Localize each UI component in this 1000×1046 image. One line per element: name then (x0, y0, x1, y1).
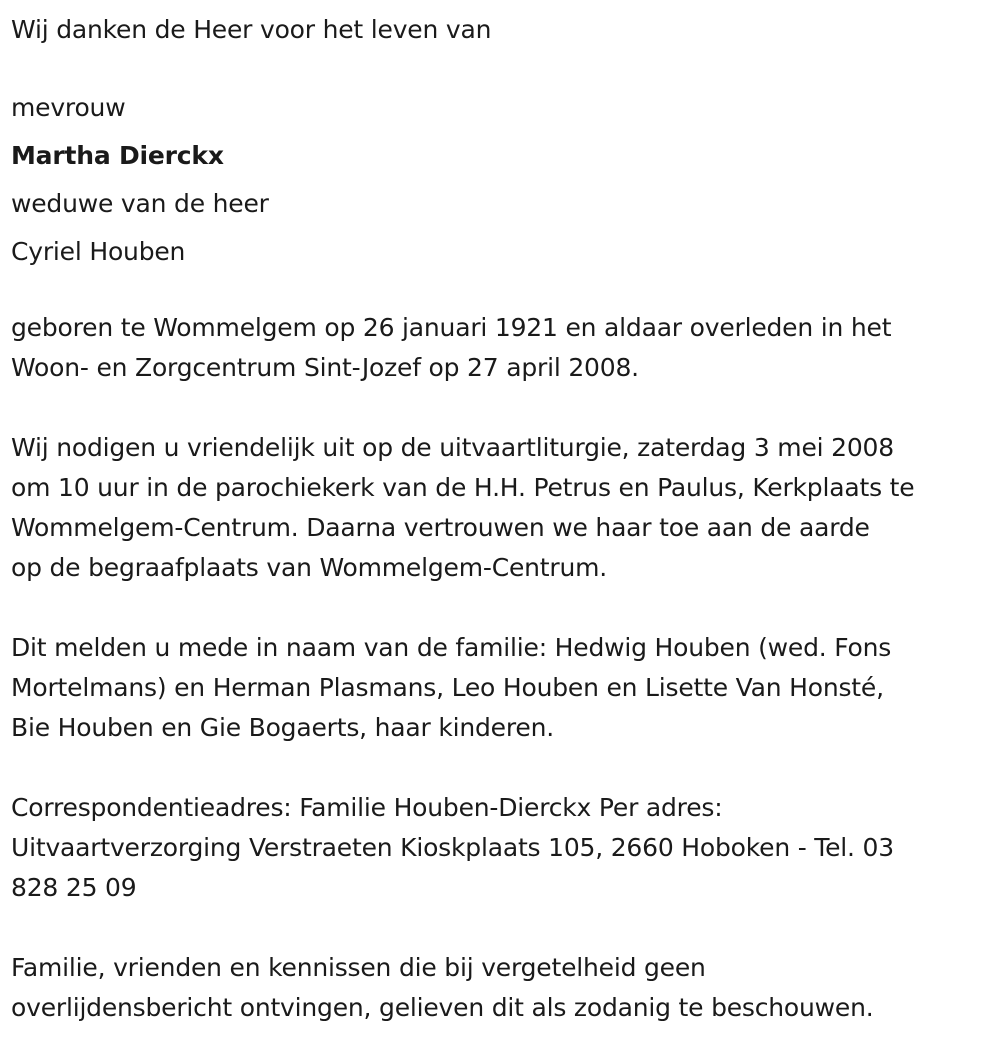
paragraph-line: Dit melden u mede in naam van de familie: Hedwig Houben (wed. Fons (11, 633, 892, 662)
spouse-name: Cyriel Houben (11, 237, 186, 266)
spacer (11, 276, 1000, 308)
paragraph-line: om 10 uur in de parochiekerk van de H.H. Petrus en Paulus, Kerkplaats te (11, 473, 915, 502)
correspondence-paragraph (11, 788, 986, 908)
paragraph-line: Correspondentieadres: Familie Houben-Dierckx Per adres: (11, 793, 723, 822)
family-paragraph (11, 628, 986, 748)
paragraph-line: Mortelmans) en Herman Plasmans, Leo Houben en Lisette Van Honsté, (11, 673, 884, 702)
funeral-paragraph (11, 428, 986, 588)
paragraph-line: Woon- en Zorgcentrum Sint-Jozef op 27 april 2008. (11, 353, 639, 382)
spacer (11, 388, 1000, 428)
spacer (11, 908, 1000, 948)
honorific: mevrouw (11, 93, 126, 122)
closing-paragraph (11, 948, 986, 1028)
intro-text: Wij danken de Heer voor het leven van (11, 15, 492, 44)
spacer (11, 54, 1000, 84)
paragraph-line: op de begraafplaats van Wommelgem-Centrum. (11, 553, 607, 582)
paragraph-line: 828 25 09 (11, 873, 137, 902)
birth-death-paragraph (11, 308, 986, 388)
spacer (11, 748, 1000, 788)
relation-text: weduwe van de heer (11, 189, 269, 218)
paragraph-line: Familie, vrienden en kennissen die bij vergetelheid geen (11, 953, 706, 982)
paragraph-line: overlijdensbericht ontvingen, gelieven dit als zodanig te beschouwen. (11, 993, 874, 1022)
paragraph-line: Bie Houben en Gie Bogaerts, haar kinderen. (11, 713, 554, 742)
paragraph-line: Uitvaartverzorging Verstraeten Kioskplaats 105, 2660 Hoboken - Tel. 03 (11, 833, 894, 862)
deceased-name: Martha Dierckx (11, 141, 224, 170)
spacer (11, 588, 1000, 628)
paragraph-line: Wij nodigen u vriendelijk uit op de uitvaartliturgie, zaterdag 3 mei 2008 (11, 433, 894, 462)
paragraph-line: geboren te Wommelgem op 26 januari 1921 en aldaar overleden in het (11, 313, 892, 342)
paragraph-line: Wommelgem-Centrum. Daarna vertrouwen we haar toe aan de aarde (11, 513, 870, 542)
